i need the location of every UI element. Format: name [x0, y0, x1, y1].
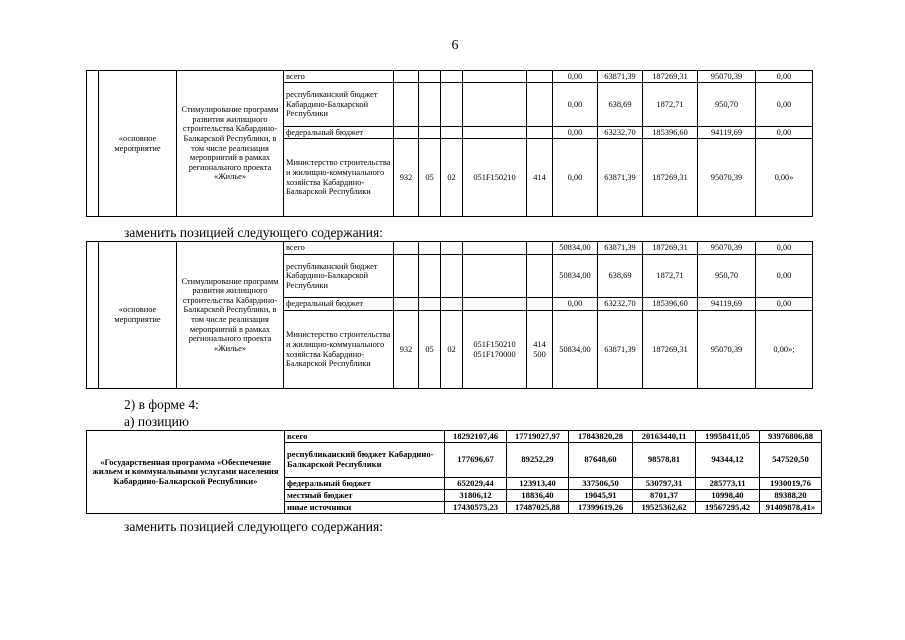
- section-code: 05: [419, 139, 441, 217]
- value-cell: 17487025,88: [507, 502, 569, 514]
- value-cell: 638,69: [598, 255, 643, 298]
- value-cell: 285773,11: [696, 478, 760, 490]
- value-cell: 185396,60: [643, 127, 698, 139]
- value-cell: 1872,71: [643, 83, 698, 127]
- source-label: Министерство строительства и жилищно-коммунального хозяйства Кабардино-Балкарской Республики: [284, 311, 394, 389]
- grbs-code: 932: [394, 311, 419, 389]
- value-cell: 95070,39: [698, 139, 756, 217]
- value-cell: 1872,71: [643, 255, 698, 298]
- value-cell: 0,00: [553, 127, 598, 139]
- value-cell: 19045,91: [569, 490, 633, 502]
- value-cell: 50834,00: [553, 242, 598, 255]
- page-number: 6: [451, 38, 459, 53]
- subsection-code: 02: [441, 139, 463, 217]
- value-cell: 63871,39: [598, 139, 643, 217]
- source-label: всего: [284, 71, 394, 83]
- value-cell: 63871,39: [598, 71, 643, 83]
- value-cell: 31806,12: [445, 490, 507, 502]
- value-cell: 1930019,76: [760, 478, 822, 490]
- measure-type-label: «основное мероприятие: [99, 242, 177, 389]
- source-label: республиканский бюджет Кабардино-Балкарской Республики: [284, 83, 394, 127]
- value-cell: 0,00: [553, 83, 598, 127]
- value-cell: 94119,69: [698, 298, 756, 311]
- value-cell: 89252,29: [507, 443, 569, 478]
- value-cell: 0,00: [553, 71, 598, 83]
- value-cell: 50834,00: [553, 255, 598, 298]
- value-cell: 94344,12: [696, 443, 760, 478]
- expense-type-code: 500: [533, 349, 546, 359]
- source-label: всего: [285, 431, 445, 443]
- table-row: [87, 431, 822, 443]
- value-cell: 0,00: [756, 71, 813, 83]
- source-label: федеральный бюджет: [284, 298, 394, 311]
- source-label: всего: [284, 242, 394, 255]
- value-cell: 177696,67: [445, 443, 507, 478]
- value-cell: 0,00: [756, 83, 813, 127]
- value-cell: 638,69: [598, 83, 643, 127]
- value-cell: 0,00: [756, 298, 813, 311]
- table-original-measure: [86, 70, 813, 217]
- value-cell: 63871,39: [598, 242, 643, 255]
- value-cell: 547520,50: [760, 443, 822, 478]
- value-cell: 17843820,28: [569, 431, 633, 443]
- value-cell: 652029,44: [445, 478, 507, 490]
- value-cell: 93976806,88: [760, 431, 822, 443]
- value-cell: 89388,20: [760, 490, 822, 502]
- value-cell: 10998,40: [696, 490, 760, 502]
- replace-phrase: заменить позицией следующего содержания:: [124, 225, 383, 240]
- source-label: республиканский бюджет Кабардино-Балкарской Республики: [285, 443, 445, 478]
- value-cell: 0,00: [553, 139, 598, 217]
- table-replacement-measure: [86, 241, 813, 389]
- value-cell: 187269,31: [643, 139, 698, 217]
- source-label: Министерство строительства и жилищно-коммунального хозяйства Кабардино-Балкарской Республики: [284, 139, 394, 217]
- value-cell: 91409878,41»: [760, 502, 822, 514]
- table-program-financing: [86, 430, 822, 514]
- position-phrase: а) позицию: [124, 414, 189, 429]
- target-article-code: 051F150210: [473, 339, 516, 349]
- subsection-code: 02: [441, 311, 463, 389]
- source-label: федеральный бюджет: [285, 478, 445, 490]
- replace-phrase: заменить позицией следующего содержания:: [124, 519, 383, 534]
- form-4-phrase: 2) в форме 4:: [124, 397, 199, 412]
- value-cell: 17719027,97: [507, 431, 569, 443]
- value-cell: 0,00»;: [756, 311, 813, 389]
- value-cell: 50834,00: [553, 311, 598, 389]
- value-cell: 187269,31: [643, 311, 698, 389]
- source-label: федеральный бюджет: [284, 127, 394, 139]
- target-article-codes: [463, 311, 527, 389]
- measure-name: Стимулирование программ развития жилищного строительства Кабардино-Балкарской Республики, в том числе реализация мероприятий в рамках регионального проекта «Жилье»: [177, 71, 284, 217]
- source-label: иные источники: [285, 502, 445, 514]
- value-cell: 17430575,23: [445, 502, 507, 514]
- value-cell: 20163440,11: [633, 431, 696, 443]
- measure-name: Стимулирование программ развития жилищного строительства Кабардино-Балкарской Республики, в том числе реализация мероприятий в рамках регионального проекта «Жилье»: [177, 242, 284, 389]
- value-cell: 185396,60: [643, 298, 698, 311]
- source-label: местный бюджет: [285, 490, 445, 502]
- value-cell: 19958411,05: [696, 431, 760, 443]
- source-label: республиканский бюджет Кабардино-Балкарской Республики: [284, 255, 394, 298]
- value-cell: 0,00: [756, 255, 813, 298]
- value-cell: 94119,69: [698, 127, 756, 139]
- target-article-code: 051F150210: [463, 139, 527, 217]
- value-cell: 0,00: [553, 298, 598, 311]
- value-cell: 63871,39: [598, 311, 643, 389]
- value-cell: 95070,39: [698, 242, 756, 255]
- value-cell: 187269,31: [643, 242, 698, 255]
- value-cell: 530797,31: [633, 478, 696, 490]
- table-row: [87, 71, 813, 83]
- value-cell: 18292107,46: [445, 431, 507, 443]
- value-cell: 950,70: [698, 255, 756, 298]
- value-cell: 337506,50: [569, 478, 633, 490]
- value-cell: 17399619,26: [569, 502, 633, 514]
- grbs-code: 932: [394, 139, 419, 217]
- value-cell: 19525362,62: [633, 502, 696, 514]
- value-cell: 187269,31: [643, 71, 698, 83]
- value-cell: 0,00: [756, 242, 813, 255]
- value-cell: 95070,39: [698, 311, 756, 389]
- section-code: 05: [419, 311, 441, 389]
- value-cell: 63232,70: [598, 127, 643, 139]
- value-cell: 87648,60: [569, 443, 633, 478]
- value-cell: 0,00»: [756, 139, 813, 217]
- table-row: [87, 242, 813, 255]
- value-cell: 98578,81: [633, 443, 696, 478]
- measure-type-label: «основное мероприятие: [99, 71, 177, 217]
- value-cell: 19567295,42: [696, 502, 760, 514]
- value-cell: 95070,39: [698, 71, 756, 83]
- value-cell: 63232,70: [598, 298, 643, 311]
- value-cell: 950,70: [698, 83, 756, 127]
- target-article-code: 051F170000: [473, 349, 516, 359]
- value-cell: 8701,37: [633, 490, 696, 502]
- expense-type-code: 414: [527, 139, 553, 217]
- program-name: «Государственная программа «Обеспечение жильем и коммунальными услугами населения Кабардино-Балкарской Республики»: [87, 431, 285, 514]
- value-cell: 123913,40: [507, 478, 569, 490]
- value-cell: 18836,40: [507, 490, 569, 502]
- expense-type-codes: [527, 311, 553, 389]
- value-cell: 0,00: [756, 127, 813, 139]
- expense-type-code: 414: [533, 339, 546, 349]
